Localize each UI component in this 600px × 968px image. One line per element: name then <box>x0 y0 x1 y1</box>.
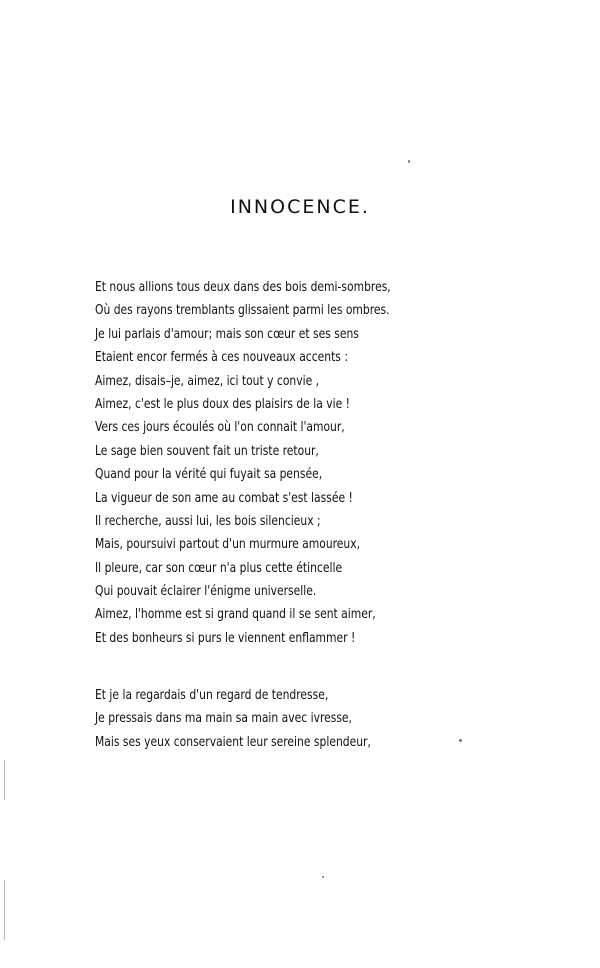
verse-line: Mais, poursuivi partout d'un murmure amoureux, <box>95 536 361 553</box>
verse-line: Et nous allions tous deux dans des bois demi-sombres, <box>95 279 391 295</box>
verse-line: Aimez, l'homme est si grand quand il se sent aimer, <box>95 606 376 623</box>
scan-speck <box>322 876 324 878</box>
verse-line: Mais ses yeux conservaient leur sereine splendeur, <box>95 733 371 750</box>
poem-title: INNOCENCE. <box>230 196 370 218</box>
verse-line: Aimez, disais–je, aimez, ici tout y convie , <box>95 372 320 389</box>
verse-line: Il recherche, aussi lui, les bois silencieux ; <box>95 512 321 529</box>
page-edge-mark <box>4 880 5 940</box>
verse-line: Où des rayons tremblants glissaient parmi les ombres. <box>95 302 390 319</box>
verse-line: Je lui parlais d'amour; mais son cœur et ses sens <box>95 325 359 342</box>
scan-speck <box>459 739 462 742</box>
verse-line: Et des bonheurs si purs le viennent enflammer ! <box>95 629 356 646</box>
verse-line: Quand pour la vérité qui fuyait sa pensée, <box>95 466 323 483</box>
verse-line: Et je la regardais d'un regard de tendresse, <box>95 687 329 703</box>
stanza-2 <box>95 684 565 754</box>
scan-speck <box>408 160 410 163</box>
verse-line: Vers ces jours écoulés où l'on connait l'amour, <box>95 419 345 436</box>
verse-line: Qui pouvait éclairer l'énigme universelle. <box>95 583 317 600</box>
verse-line: Je pressais dans ma main sa main avec ivresse, <box>95 710 352 727</box>
verse-line: Etaient encor fermés à ces nouveaux accents : <box>95 349 348 366</box>
verse-line: Le sage bien souvent fait un triste retour, <box>95 442 319 459</box>
verse-line: La vigueur de son ame au combat s'est lassée ! <box>95 489 353 506</box>
verse-line: Aimez, c'est le plus doux des plaisirs de la vie ! <box>95 395 350 412</box>
stanza-1 <box>95 276 565 650</box>
verse-line: Il pleure, car son cœur n'a plus cette étincelle <box>95 559 343 576</box>
page-edge-mark <box>4 760 5 800</box>
